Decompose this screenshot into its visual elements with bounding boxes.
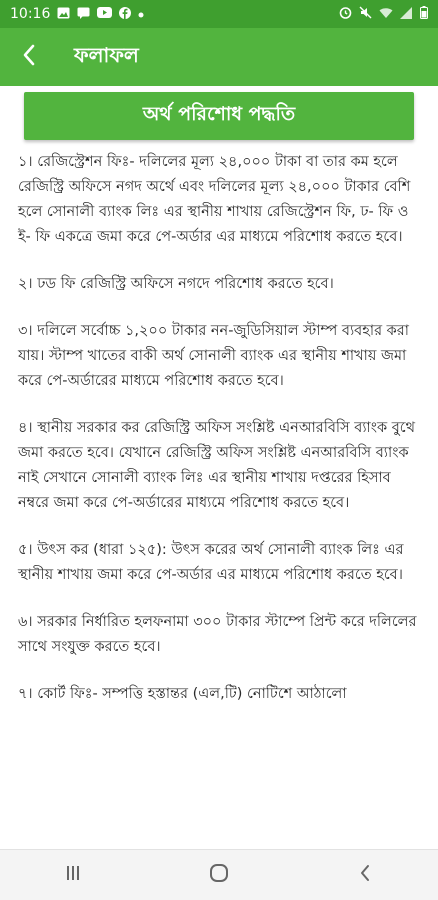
content-scroll-area[interactable] <box>0 86 438 850</box>
list-item: ৫। উৎস কর (ধারা ১২৫): উৎস করের অর্থ সোনালী ব্যাংক লিঃ এর স্থানীয় শাখায় জমা করে পে-অর্ডার এর মাধ্যমে পরিশোধ করতে হবে। <box>18 542 404 583</box>
message-icon <box>77 7 90 22</box>
paragraph-list <box>0 140 438 707</box>
app-bar <box>0 28 438 86</box>
status-bar <box>0 0 438 28</box>
list-item: ৩। দলিলে সর্বোচ্চ ১,২০০ টাকার নন-জুডিসিয়াল স্টাম্প ব্যবহার করা যায়। স্টাম্প খাতের বাকী অর্থ সোনালী ব্যাংক এর স্থানীয় শাখায় জমা করে পে-অর্ডারের মাধ্যমে পরিশোধ করতে হবে। <box>18 323 409 389</box>
status-right <box>339 6 428 22</box>
dot-icon <box>138 8 144 21</box>
home-button[interactable] <box>189 855 249 895</box>
facebook-icon <box>119 7 131 22</box>
back-button[interactable] <box>16 44 42 70</box>
chevron-left-icon <box>22 44 36 70</box>
list-item: ৪। স্থানীয় সরকার কর রেজিস্ট্রি অফিস সংশ্লিষ্ট এনআরবিসি ব্যাংক বুথে জমা করতে হবে। যেখানে রেজিস্ট্রি অফিস সংশ্লিষ্ট এনআরবিসি ব্যাংক নাই সেখানে সোনালী ব্যাংক লিঃ এর স্থানীয় শাখায় দপ্তরের হিসাব নম্বরে জমা করে পে-অর্ডারের মাধ্যমে পরিশোধ করতে হবে। <box>18 420 416 511</box>
mute-icon <box>359 6 372 22</box>
status-time: 10:16 <box>10 6 51 22</box>
list-item: ২। ঢড ফি রেজিস্ট্রি অফিসে নগদে পরিশোধ করতে হবে। <box>18 276 334 292</box>
wifi-icon <box>379 7 393 22</box>
recents-button[interactable] <box>43 855 103 895</box>
system-nav-bar <box>0 849 438 900</box>
status-left <box>10 6 144 22</box>
home-icon <box>209 863 229 887</box>
battery-icon <box>420 6 428 22</box>
image-icon <box>57 7 70 22</box>
signal-icon <box>400 7 413 22</box>
list-item: ৭। কোর্ট ফিঃ- সম্পত্তি হস্তান্তর (এল,টি) নোটিশে আঠালো <box>18 686 347 702</box>
page-title: ফলাফল <box>74 42 139 67</box>
back-icon <box>359 864 371 886</box>
youtube-icon <box>97 7 112 21</box>
list-item: ১। রেজিস্ট্রেশন ফিঃ- দলিলের মূল্য ২৪,০০০ টাকা বা তার কম হলে রেজিস্ট্রি অফিসে নগদ অর্থে এবং দলিলের মূল্য ২৪,০০০ টাকার বেশি হলে সোনালী ব্যাংক লিঃ এর স্থানীয় শাখায় রেজিস্ট্রেশন ফি, ঢ- ফি ও ই- ফি একত্রে জমা করে পে-অর্ডার এর মাধ্যমে পরিশোধ করতে হবে। <box>18 154 411 245</box>
list-item: ৬। সরকার নির্ধারিত হলফনামা ৩০০ টাকার স্টাম্পে প্রিন্ট করে দলিলের সাথে সংযুক্ত করতে হবে। <box>18 614 417 655</box>
section-title-banner: অর্থ পরিশোধ পদ্ধতি <box>24 92 414 140</box>
recents-icon <box>64 865 82 885</box>
nav-back-button[interactable] <box>335 855 395 895</box>
alarm-icon <box>339 6 352 22</box>
